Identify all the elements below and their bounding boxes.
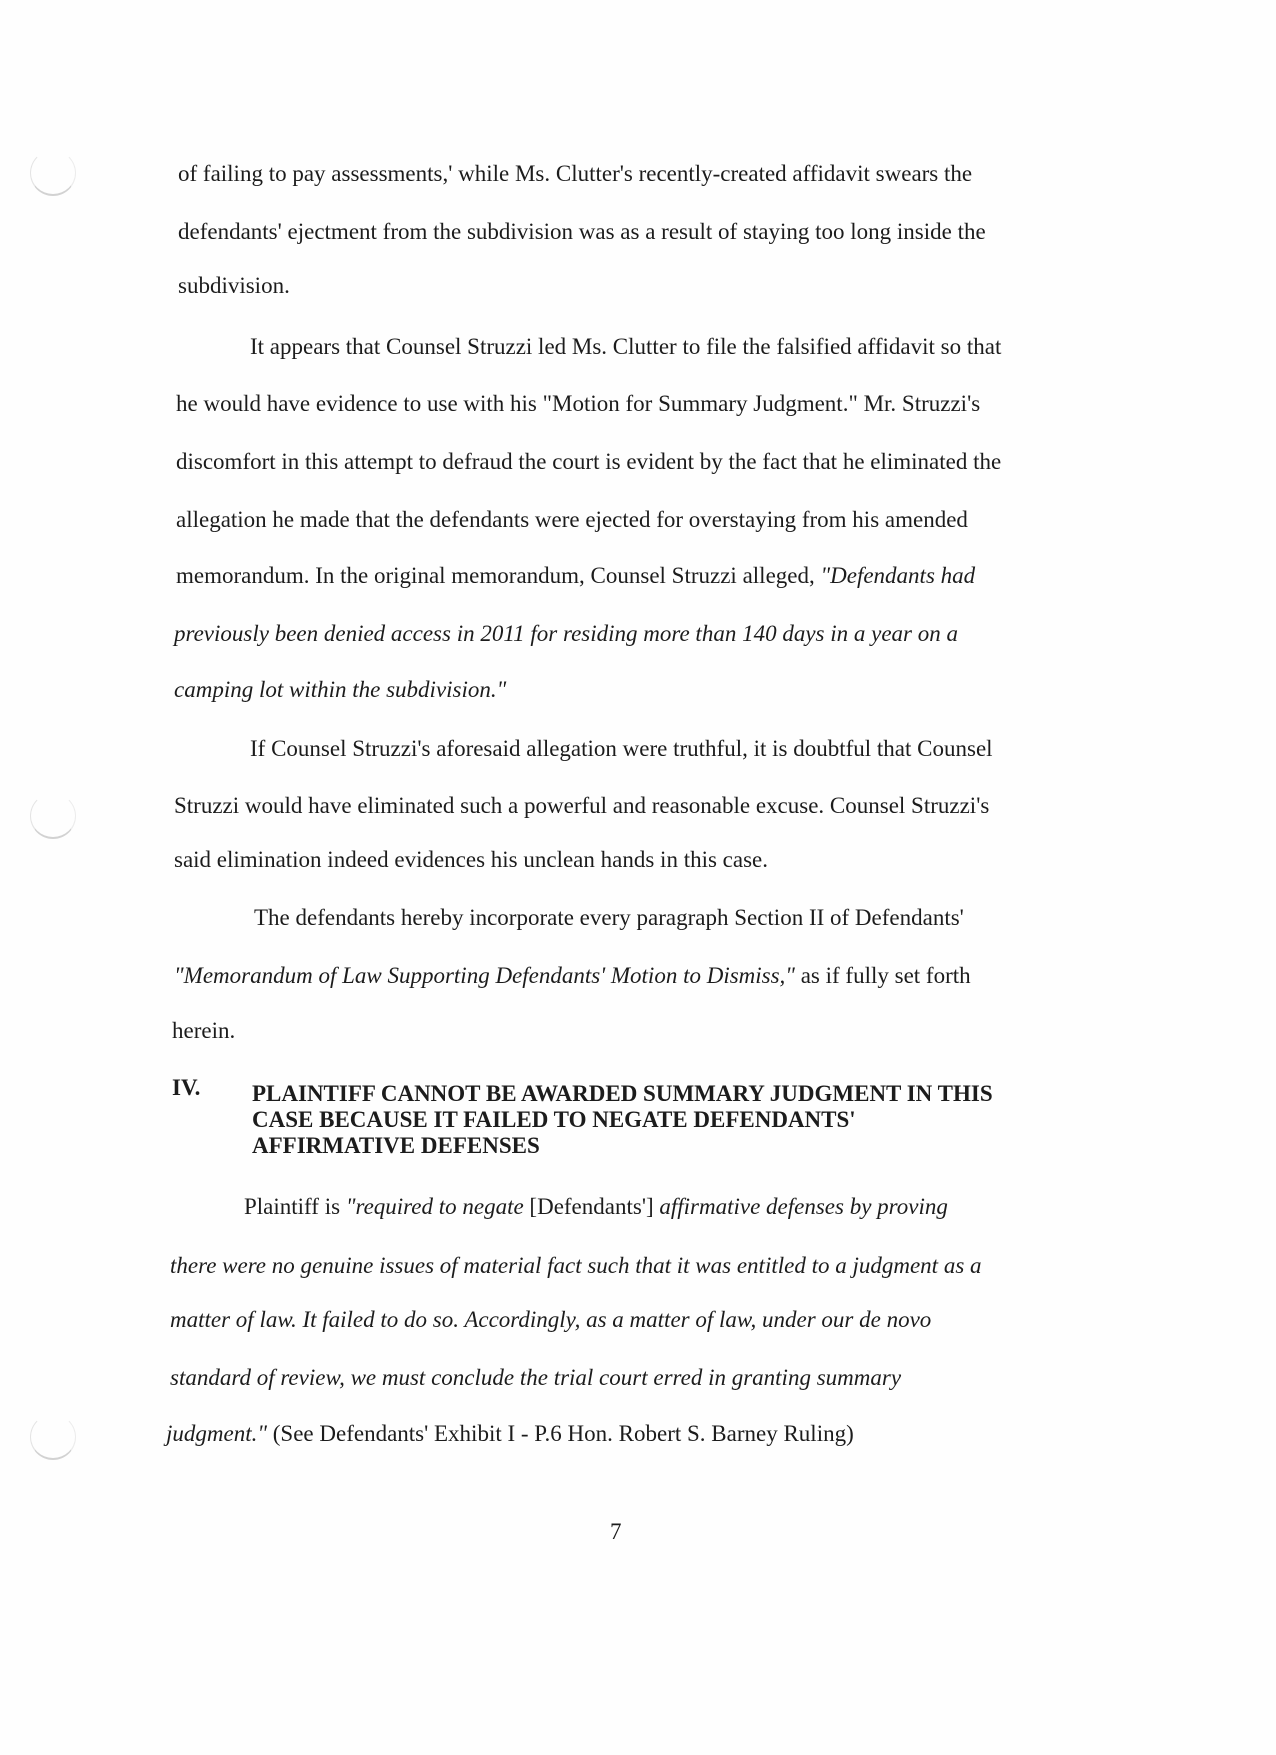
body-line: discomfort in this attempt to defraud the court is evident by the fact that he eliminated the — [176, 449, 1002, 474]
page-number: 7 — [610, 1519, 622, 1544]
body-line — [174, 962, 971, 990]
quoted-ruling: there were no genuine issues of material fact such that it was entitled to a judgment as a — [170, 1253, 982, 1278]
body-line: he would have evidence to use with his "Motion for Summary Judgment." Mr. Struzzi's — [176, 391, 981, 416]
body-line: defendants' ejectment from the subdivision was as a result of staying too long inside the — [178, 219, 986, 244]
body-line — [166, 1420, 854, 1448]
memorandum-title: "Memorandum of Law Supporting Defendants' Motion to Dismiss," — [174, 963, 795, 988]
quoted-ruling: affirmative defenses by proving — [659, 1194, 948, 1219]
section-number: IV. — [172, 1075, 201, 1100]
quoted-ruling: judgment." — [166, 1421, 268, 1446]
body-text: Plaintiff is — [244, 1194, 341, 1219]
body-text: as if fully set forth — [794, 963, 971, 988]
body-line — [176, 562, 975, 590]
body-line — [244, 1193, 948, 1221]
punch-hole — [30, 1414, 76, 1460]
body-line: said elimination indeed evidences his unclean hands in this case. — [174, 847, 769, 872]
body-line: Struzzi would have eliminated such a powerful and reasonable excuse. Counsel Struzzi's — [174, 793, 990, 818]
section-title: AFFIRMATIVE DEFENSES — [252, 1133, 540, 1158]
quoted-ruling: matter of law. It failed to do so. Accordingly, as a matter of law, under our de novo — [170, 1307, 932, 1332]
punch-hole — [30, 150, 76, 196]
quoted-allegation: "Defendants had — [820, 563, 976, 588]
section-title: PLAINTIFF CANNOT BE AWARDED SUMMARY JUDGMENT IN THIS — [252, 1081, 993, 1106]
quoted-ruling: standard of review, we must conclude the trial court erred in granting summary — [170, 1365, 902, 1390]
body-line: If Counsel Struzzi's aforesaid allegation were truthful, it is doubtful that Counsel — [250, 736, 993, 761]
quoted-ruling: "required to negate — [345, 1194, 524, 1219]
body-line: herein. — [172, 1018, 236, 1043]
body-line: It appears that Counsel Struzzi led Ms. Clutter to file the falsified affidavit so that — [250, 334, 1002, 359]
quoted-allegation: previously been denied access in 2011 for residing more than 140 days in a year on a — [174, 621, 958, 646]
body-line: of failing to pay assessments,' while Ms. Clutter's recently-created affidavit swears the — [178, 161, 973, 186]
body-line: allegation he made that the defendants were ejected for overstaying from his amended — [176, 507, 968, 532]
body-text: memorandum. In the original memorandum, Counsel Struzzi alleged, — [176, 563, 815, 588]
citation: (See Defendants' Exhibit I - P.6 Hon. Robert S. Barney Ruling) — [267, 1421, 854, 1446]
body-line: subdivision. — [178, 273, 290, 298]
body-text: [Defendants'] — [523, 1194, 660, 1219]
body-line: The defendants hereby incorporate every paragraph Section II of Defendants' — [254, 905, 964, 930]
quoted-allegation: camping lot within the subdivision." — [174, 677, 507, 702]
section-title: CASE BECAUSE IT FAILED TO NEGATE DEFENDANTS' — [252, 1107, 856, 1132]
punch-hole — [30, 793, 76, 839]
